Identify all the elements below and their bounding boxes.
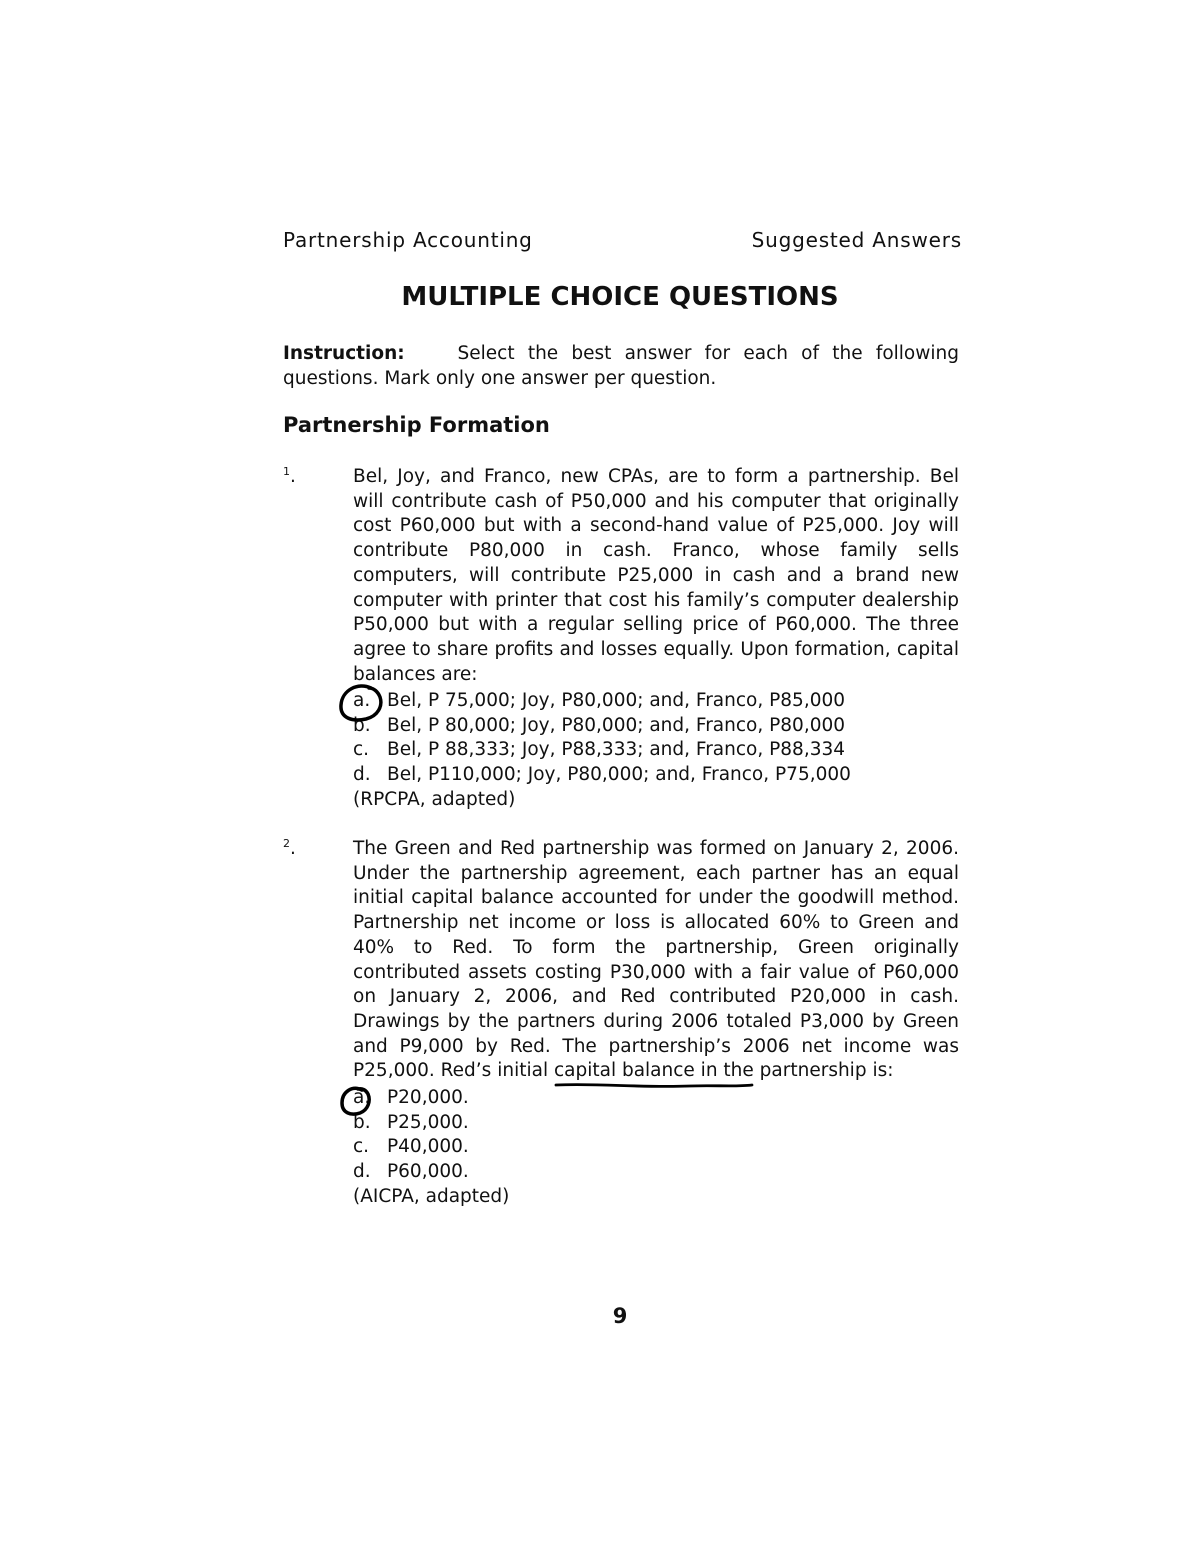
choice-letter: a. bbox=[353, 1087, 371, 1108]
answer-choices bbox=[353, 1086, 509, 1210]
question-number: $^1$. bbox=[283, 465, 296, 488]
instruction-text: Select the best answer for each of the following questions. Mark only one answer per question. bbox=[283, 343, 959, 389]
running-header-left: Partnership Accounting bbox=[283, 228, 533, 252]
answer-choice[interactable] bbox=[353, 689, 851, 714]
choice-text: Bel, P110,000; Joy, P80,000; and, Franco, P75,000 bbox=[387, 764, 851, 786]
choice-text: P40,000. bbox=[387, 1136, 469, 1158]
question-text-end: in the partnership is: bbox=[694, 1060, 894, 1082]
choice-text: P25,000. bbox=[387, 1111, 469, 1133]
instruction-label: Instruction: bbox=[283, 343, 405, 364]
answer-choice[interactable] bbox=[353, 763, 851, 788]
choice-text: Bel, P 75,000; Joy, P80,000; and, Franco, P85,000 bbox=[387, 690, 846, 711]
choice-letter: a. bbox=[353, 690, 371, 711]
question-text: Bel, Joy, and Franco, new CPAs, are to form a partnership. Bel will contribute cash of P50,000 and his computer that originally cost P60,000 but with a second-hand value of P25,000. Joy will contribute P80,000 in cash. Franco, whose family sells computers, will contribute P25,000 in cash and a brand new computer with printer that cost his family’s computer dealership P50,000 but with a regular selling price of P60,000. The three agree to share profits and losses equally. Upon formation, capital balances are: bbox=[353, 466, 959, 685]
answer-choice[interactable] bbox=[353, 1135, 509, 1160]
question-source: (RPCPA, adapted) bbox=[353, 788, 516, 810]
answer-choice[interactable] bbox=[353, 738, 851, 763]
section-heading: Partnership Formation bbox=[283, 413, 550, 437]
choice-text: Bel, P 88,333; Joy, P88,333; and, Franco, P88,334 bbox=[387, 739, 846, 761]
pen-underline bbox=[556, 1085, 752, 1087]
answer-choice[interactable] bbox=[353, 714, 851, 739]
choice-letter: d. bbox=[353, 764, 371, 786]
answer-choice[interactable] bbox=[353, 1086, 509, 1111]
choice-text: Bel, P 80,000; Joy, P80,000; and, Franco, P80,000 bbox=[387, 714, 846, 736]
question-source: (AICPA, adapted) bbox=[353, 1185, 510, 1207]
page-number: 9 bbox=[612, 1304, 628, 1328]
answer-choice[interactable] bbox=[353, 1160, 509, 1185]
question-text bbox=[353, 837, 959, 1084]
choice-letter: c. bbox=[353, 739, 370, 761]
choice-letter: b. bbox=[353, 714, 371, 736]
choice-letter: b. bbox=[353, 1111, 371, 1133]
choice-text: P20,000. bbox=[387, 1087, 469, 1108]
instruction-paragraph bbox=[283, 341, 959, 391]
answer-choice[interactable] bbox=[353, 1111, 509, 1136]
question-number: $^2$. bbox=[283, 837, 296, 860]
running-header-right: Suggested Answers bbox=[751, 228, 962, 252]
question-number-value: 2 bbox=[283, 837, 290, 850]
choice-text: P60,000. bbox=[387, 1161, 469, 1183]
question-text-main: The Green and Red partnership was formed on January 2, 2006. Under the partnership agreement, each partner has an equal initial capital balance accounted for under the goodwill method. Partnership net income or loss is allocated 60% to Green and 40% to Red. To form the partnership, Green originally contributed assets costing P30,000 with a fair value of P60,000 on January 2, 2006, and Red contributed P20,000 in cash. Drawings by the partners during 2006 totaled P3,000 by Green and P9,000 by Red. The partnership’s 2006 net income was P25,000. Red’s bbox=[353, 838, 959, 1082]
choice-letter: d. bbox=[353, 1161, 371, 1183]
underlined-phrase: initial capital balance bbox=[497, 1060, 695, 1082]
page-title: MULTIPLE CHOICE QUESTIONS bbox=[401, 282, 839, 312]
choice-letter: c. bbox=[353, 1136, 370, 1158]
question-number-value: 1 bbox=[283, 465, 290, 478]
answer-choices bbox=[353, 689, 851, 813]
